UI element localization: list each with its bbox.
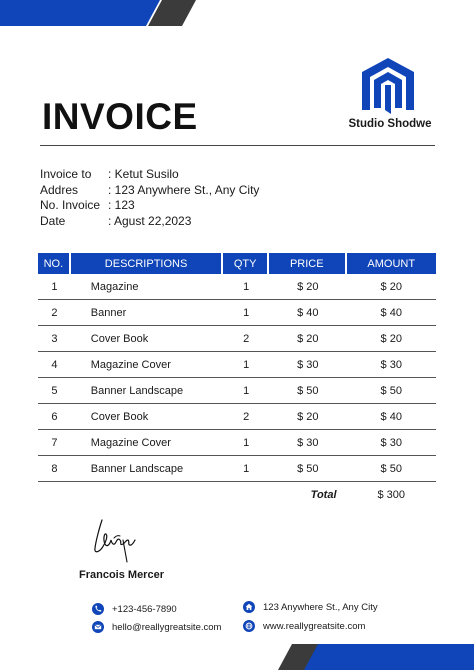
contact-address (243, 601, 378, 613)
cell-description: Magazine Cover (71, 430, 224, 456)
cell-qty: 1 (223, 456, 269, 482)
invoice-title: INVOICE (42, 96, 198, 137)
meta-row-invoice-number (40, 198, 259, 214)
table-row (38, 274, 436, 300)
cell-no: 7 (38, 430, 71, 456)
cell-description: Banner Landscape (71, 456, 224, 482)
meta-row-date (40, 214, 259, 230)
header-price: PRICE (269, 253, 346, 274)
total-label: Total (310, 488, 337, 501)
header-descriptions: DESCRIPTIONS (71, 253, 224, 274)
contact-website (243, 620, 365, 632)
cell-qty: 2 (223, 404, 269, 430)
home-icon (243, 601, 255, 613)
cell-qty: 1 (223, 300, 269, 326)
signer-name: Francois Mercer (79, 569, 164, 581)
total-value: $ 300 (377, 488, 406, 501)
cell-amount: $ 40 (347, 300, 436, 326)
cell-qty: 2 (223, 326, 269, 352)
table-header-row (38, 253, 436, 274)
contact-email (92, 621, 221, 633)
cell-qty: 1 (223, 378, 269, 404)
total-row (38, 482, 436, 507)
cell-no: 6 (38, 404, 71, 430)
header-divider (40, 145, 435, 146)
cell-description: Banner (71, 300, 224, 326)
website-text: www.reallygreatsite.com (263, 620, 366, 632)
cell-qty: 1 (223, 352, 269, 378)
contact-phone (92, 603, 177, 615)
table-row (38, 326, 436, 352)
empty-cell (71, 482, 224, 507)
meta-value: : 123 (108, 198, 135, 212)
meta-row-address (40, 183, 259, 199)
cell-price: $ 20 (269, 274, 346, 300)
phone-text: +123-456-7890 (112, 603, 177, 615)
meta-label: No. Invoice (40, 198, 101, 212)
meta-value: : 123 Anywhere St., Any City (108, 182, 260, 197)
meta-value: : Ketut Susilo (108, 167, 179, 181)
header-amount: AMOUNT (347, 253, 436, 274)
header-qty: QTY (223, 253, 269, 274)
phone-icon (92, 603, 104, 615)
cell-no: 2 (38, 300, 71, 326)
meta-label: Addres (40, 182, 79, 197)
cell-no: 3 (38, 326, 71, 352)
table-row (38, 430, 436, 456)
address-text: 123 Anywhere St., Any City (263, 601, 378, 613)
cell-amount: $ 20 (347, 326, 436, 352)
cell-description: Cover Book (71, 326, 224, 352)
cell-price: $ 20 (269, 326, 346, 352)
signature-image (92, 518, 138, 564)
envelope-icon (92, 621, 104, 633)
brand-logo-icon (362, 58, 414, 114)
cell-amount: $ 20 (347, 274, 436, 300)
cell-no: 4 (38, 352, 71, 378)
cell-description: Magazine Cover (71, 352, 224, 378)
invoice-items-table (38, 253, 436, 507)
cell-price: $ 50 (269, 378, 346, 404)
cell-price: $ 40 (269, 300, 346, 326)
table-row (38, 300, 436, 326)
meta-label: Date (40, 213, 66, 228)
email-text: hello@reallygreatsite.com (112, 621, 222, 633)
invoice-meta (40, 167, 259, 229)
header-no: NO. (38, 253, 71, 274)
cell-amount: $ 40 (347, 404, 436, 430)
empty-cell (223, 482, 269, 507)
brand-name: Studio Shodwe (348, 118, 432, 130)
cell-price: $ 50 (269, 456, 346, 482)
cell-qty: 1 (223, 430, 269, 456)
table-row (38, 456, 436, 482)
cell-description: Magazine (71, 274, 224, 300)
meta-value: : Agust 22,2023 (108, 213, 192, 228)
cell-amount: $ 30 (347, 430, 436, 456)
cell-price: $ 30 (269, 430, 346, 456)
meta-label: Invoice to (40, 167, 92, 181)
cell-amount: $ 50 (347, 456, 436, 482)
cell-no: 8 (38, 456, 71, 482)
cell-price: $ 20 (269, 404, 346, 430)
cell-price: $ 30 (269, 352, 346, 378)
cell-description: Banner Landscape (71, 378, 224, 404)
cell-amount: $ 50 (347, 378, 436, 404)
bottom-blue-stripe (304, 644, 474, 670)
cell-no: 1 (38, 274, 71, 300)
meta-row-invoice-to (40, 167, 259, 183)
top-blue-stripe (0, 0, 160, 26)
cell-no: 5 (38, 378, 71, 404)
table-row (38, 378, 436, 404)
cell-qty: 1 (223, 274, 269, 300)
cell-description: Cover Book (71, 404, 224, 430)
globe-icon (243, 620, 255, 632)
table-row (38, 352, 436, 378)
table-row (38, 404, 436, 430)
cell-amount: $ 30 (347, 352, 436, 378)
empty-cell (38, 482, 71, 507)
